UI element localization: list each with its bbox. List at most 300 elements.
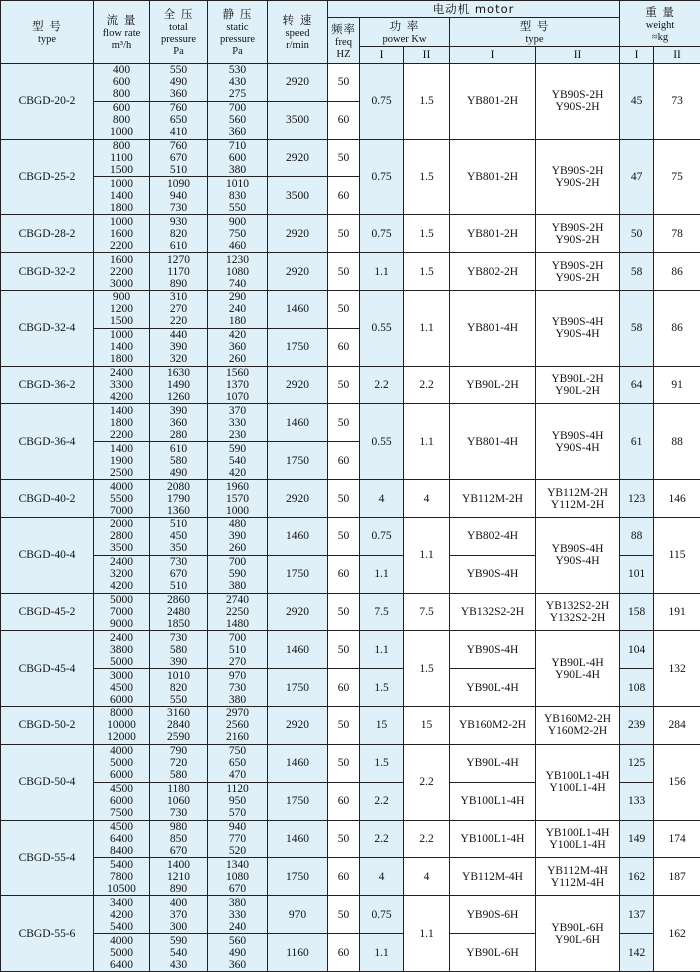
type-ii-value: YB90S-2H	[551, 89, 604, 102]
total-pressure-value: 980	[169, 820, 188, 833]
static-pressure-value: 380	[228, 580, 247, 593]
static-pressure-value: 360	[228, 341, 247, 354]
static-pressure-cell	[208, 290, 268, 328]
flow-value: 6000	[110, 795, 133, 808]
total-pressure-cell	[150, 101, 208, 139]
static-pressure-value: 700	[228, 556, 247, 569]
static-pressure-value: 330	[228, 908, 247, 921]
freq-value: 50	[337, 908, 350, 921]
power-i-cell	[360, 669, 404, 707]
weight-ii-value: 86	[671, 322, 683, 335]
weight-i-cell	[620, 593, 654, 631]
flow-value: 1400	[110, 341, 133, 354]
type-i-cell	[450, 669, 536, 707]
static-pressure-value: 540	[228, 454, 247, 467]
total-pressure-value: 440	[169, 329, 188, 342]
weight-ii-cell	[654, 517, 700, 593]
static-pressure-value: 1370	[226, 379, 249, 392]
static-pressure-value: 1120	[226, 783, 249, 796]
flow-value: 1400	[110, 442, 133, 455]
total-pressure-value: 3160	[167, 707, 190, 720]
type-i-cell	[450, 782, 536, 820]
total-pressure-value: 670	[169, 568, 188, 581]
flow-value: 5000	[110, 594, 133, 606]
type-i-value: YB90L-4H	[466, 757, 519, 770]
header-type-i: I	[450, 47, 536, 64]
static-pressure-value: 1340	[226, 858, 249, 871]
flow-value: 3400	[110, 896, 133, 909]
total-pressure-value: 390	[169, 341, 188, 354]
weight-i-cell	[620, 782, 654, 820]
power-i-cell	[360, 631, 404, 669]
weight-ii-value: 162	[668, 927, 686, 940]
speed-cell	[268, 669, 328, 707]
flow-value: 3200	[110, 568, 133, 581]
type-ii-value: Y90S-2H	[555, 101, 600, 114]
static-pressure-cell	[208, 517, 268, 555]
power-i-cell	[360, 934, 404, 972]
weight-i-value: 158	[627, 606, 646, 618]
power-ii-value: 2.2	[419, 776, 434, 789]
total-pressure-cell	[150, 64, 208, 102]
power-ii-cell	[404, 253, 450, 291]
model-cell	[1, 517, 94, 593]
model-cell	[1, 404, 94, 480]
speed-value: 2920	[286, 606, 309, 618]
weight-ii-cell	[654, 858, 700, 896]
type-ii-value: YB90S-4H	[551, 429, 604, 442]
type-ii-value: Y90S-2H	[555, 233, 600, 246]
model-name: CBGD-40-4	[18, 549, 76, 562]
total-pressure-cell	[150, 480, 208, 518]
type-i-value: YB132S2-2H	[460, 606, 525, 618]
total-pressure-value: 2840	[167, 719, 190, 732]
weight-ii-cell	[654, 744, 700, 820]
weight-ii-cell	[654, 215, 700, 253]
speed-cell	[268, 555, 328, 593]
type-i-cell	[450, 253, 536, 291]
weight-i-cell	[620, 366, 654, 404]
type-i-value: YB160M2-2H	[458, 719, 527, 732]
freq-cell	[328, 593, 360, 631]
table-row	[1, 139, 700, 177]
total-pressure-value: 1490	[167, 379, 190, 392]
freq-value: 50	[337, 757, 350, 770]
flow-cell	[94, 139, 150, 177]
power-i-cell	[360, 707, 404, 745]
flow-cell	[94, 215, 150, 253]
flow-value: 400	[112, 64, 131, 77]
type-i-value: YB90S-6H	[466, 908, 519, 921]
freq-value: 50	[337, 416, 350, 429]
total-pressure-value: 2080	[167, 480, 190, 493]
weight-ii-cell	[654, 404, 700, 480]
static-pressure-cell	[208, 896, 268, 934]
power-i-cell	[360, 858, 404, 896]
flow-value: 1500	[110, 164, 133, 177]
freq-cell	[328, 215, 360, 253]
model-cell	[1, 707, 94, 745]
model-name: CBGD-32-4	[18, 322, 76, 335]
static-pressure-value: 360	[228, 126, 247, 139]
static-pressure-value: 260	[228, 353, 247, 366]
flow-cell	[94, 631, 150, 669]
flow-cell	[94, 177, 150, 215]
flow-value: 4000	[110, 745, 133, 758]
power-i-value: 15	[375, 719, 388, 732]
flow-value: 10000	[107, 719, 136, 732]
freq-value: 50	[337, 832, 350, 845]
speed-cell	[268, 480, 328, 518]
freq-value: 60	[337, 454, 350, 467]
flow-value: 2500	[110, 466, 133, 479]
weight-ii-cell	[654, 896, 700, 972]
weight-i-cell	[620, 744, 654, 782]
speed-cell	[268, 442, 328, 480]
flow-value: 2200	[110, 239, 133, 252]
type-i-cell	[450, 215, 536, 253]
weight-ii-value: 86	[671, 265, 683, 278]
weight-i-value: 162	[627, 870, 646, 883]
power-ii-value: 1.1	[419, 322, 434, 335]
type-i-cell	[450, 820, 536, 858]
type-ii-cell	[536, 64, 620, 140]
model-cell	[1, 593, 94, 631]
table-row	[1, 593, 700, 631]
type-ii-cell	[536, 404, 620, 480]
model-name: CBGD-40-2	[18, 492, 76, 505]
weight-i-cell	[620, 820, 654, 858]
header-power-i: I	[360, 47, 404, 64]
power-i-cell	[360, 782, 404, 820]
total-pressure-value: 510	[169, 580, 188, 593]
model-cell	[1, 215, 94, 253]
type-ii-value: Y100L1-4H	[549, 782, 606, 795]
flow-value: 1000	[110, 215, 133, 228]
power-ii-cell	[404, 290, 450, 366]
power-i-value: 0.55	[371, 435, 392, 448]
total-pressure-value: 890	[169, 277, 188, 290]
speed-cell	[268, 593, 328, 631]
static-pressure-value: 1480	[226, 618, 249, 630]
type-ii-value: Y132S2-2H	[549, 612, 606, 624]
weight-i-cell	[620, 480, 654, 518]
speed-cell	[268, 744, 328, 782]
static-pressure-value: 270	[228, 655, 247, 668]
table-row	[1, 631, 700, 669]
type-ii-value: Y90S-2H	[555, 176, 600, 189]
freq-value: 50	[337, 265, 350, 278]
weight-i-value: 108	[627, 681, 646, 694]
freq-cell	[328, 820, 360, 858]
speed-cell	[268, 328, 328, 366]
flow-value: 1000	[110, 177, 133, 190]
type-i-cell	[450, 139, 536, 215]
speed-value: 1750	[286, 870, 309, 883]
table-row	[1, 820, 700, 858]
power-ii-cell	[404, 631, 450, 707]
speed-cell	[268, 366, 328, 404]
type-i-value: YB801-2H	[466, 95, 519, 108]
speed-value: 1460	[286, 416, 309, 429]
total-pressure-value: 730	[169, 556, 188, 569]
total-pressure-value: 410	[169, 126, 188, 139]
flow-value: 1800	[110, 201, 133, 214]
freq-cell	[328, 669, 360, 707]
static-pressure-value: 2970	[226, 707, 249, 720]
weight-i-value: 64	[630, 379, 643, 392]
total-pressure-value: 820	[169, 227, 188, 240]
type-ii-value: YB90L-4H	[551, 656, 604, 669]
weight-ii-value: 78	[671, 227, 683, 240]
header-static-pressure: 静 压 static pressure Pa	[208, 1, 268, 64]
speed-value: 2920	[286, 76, 309, 89]
power-i-value: 1.1	[374, 265, 389, 278]
freq-value: 50	[337, 303, 350, 316]
type-ii-cell	[536, 480, 620, 518]
static-pressure-value: 650	[228, 757, 247, 770]
static-pressure-value: 700	[228, 102, 247, 115]
flow-value: 5000	[110, 757, 133, 770]
freq-value: 50	[337, 379, 350, 392]
speed-cell	[268, 177, 328, 215]
static-pressure-cell	[208, 442, 268, 480]
total-pressure-cell	[150, 442, 208, 480]
static-pressure-value: 2560	[226, 719, 249, 732]
static-pressure-value: 2160	[226, 731, 249, 744]
flow-value: 4200	[110, 580, 133, 593]
static-pressure-value: 970	[228, 669, 247, 682]
flow-cell	[94, 593, 150, 631]
type-i-value: YB801-2H	[466, 227, 519, 240]
total-pressure-value: 720	[169, 757, 188, 770]
speed-cell	[268, 820, 328, 858]
total-pressure-value: 1360	[167, 504, 190, 517]
table-row	[1, 366, 700, 404]
type-ii-value: YB90S-2H	[551, 259, 604, 272]
model-name: CBGD-45-4	[18, 662, 76, 675]
speed-value: 2920	[286, 719, 309, 732]
power-i-value: 1.1	[374, 568, 389, 581]
flow-cell	[94, 480, 150, 518]
freq-value: 50	[337, 530, 350, 543]
power-i-cell	[360, 896, 404, 934]
static-pressure-value: 380	[228, 164, 247, 177]
flow-value: 5000	[110, 655, 133, 668]
flow-value: 1000	[110, 126, 133, 139]
flow-cell	[94, 101, 150, 139]
power-ii-cell	[404, 139, 450, 215]
power-i-value: 4	[378, 492, 385, 505]
static-pressure-value: 590	[228, 568, 247, 581]
flow-value: 8000	[110, 707, 133, 720]
total-pressure-value: 890	[169, 882, 188, 895]
weight-i-value: 61	[630, 435, 643, 448]
total-pressure-value: 670	[169, 844, 188, 857]
weight-i-value: 125	[627, 757, 646, 770]
power-ii-value: 15	[420, 719, 433, 732]
type-i-cell	[450, 896, 536, 934]
flow-value: 800	[112, 88, 131, 101]
power-i-cell	[360, 64, 404, 140]
type-i-cell	[450, 858, 536, 896]
type-i-value: YB100L1-4H	[460, 832, 525, 845]
type-i-value: YB801-4H	[466, 435, 519, 448]
total-pressure-value: 2860	[167, 594, 190, 606]
flow-cell	[94, 707, 150, 745]
static-pressure-value: 770	[228, 832, 247, 845]
total-pressure-cell	[150, 328, 208, 366]
type-i-cell	[450, 707, 536, 745]
power-i-value: 2.2	[374, 379, 389, 392]
total-pressure-value: 270	[169, 303, 188, 316]
total-pressure-value: 510	[169, 164, 188, 177]
weight-ii-cell	[654, 139, 700, 215]
power-i-cell	[360, 480, 404, 518]
flow-cell	[94, 404, 150, 442]
header-motor: 电动机 motor	[328, 1, 620, 18]
speed-cell	[268, 215, 328, 253]
spec-body	[1, 64, 700, 972]
type-i-value: YB90L-2H	[466, 379, 519, 392]
total-pressure-value: 1790	[167, 492, 190, 505]
power-ii-cell	[404, 366, 450, 404]
static-pressure-value: 560	[228, 114, 247, 127]
weight-i-value: 45	[630, 95, 643, 108]
static-pressure-value: 2740	[226, 594, 249, 606]
static-pressure-value: 490	[228, 946, 247, 959]
model-cell	[1, 139, 94, 215]
flow-cell	[94, 858, 150, 896]
total-pressure-cell	[150, 782, 208, 820]
power-i-cell	[360, 593, 404, 631]
power-i-value: 0.55	[371, 322, 392, 335]
type-i-value: YB802-2H	[466, 265, 519, 278]
type-ii-value: YB112M-4H	[547, 864, 608, 877]
total-pressure-cell	[150, 707, 208, 745]
header-weight-i: I	[620, 47, 654, 64]
flow-value: 7800	[110, 870, 133, 883]
total-pressure-value: 360	[169, 416, 188, 429]
flow-value: 3300	[110, 379, 133, 392]
static-pressure-cell	[208, 782, 268, 820]
total-pressure-value: 610	[169, 442, 188, 455]
static-pressure-cell	[208, 480, 268, 518]
static-pressure-value: 710	[228, 140, 247, 153]
total-pressure-value: 280	[169, 428, 188, 441]
type-i-value: YB90L-4H	[466, 681, 519, 694]
total-pressure-value: 370	[169, 908, 188, 921]
type-ii-cell	[536, 366, 620, 404]
flow-cell	[94, 366, 150, 404]
type-ii-value: YB160M2-2H	[543, 713, 612, 726]
flow-value: 8400	[110, 844, 133, 857]
freq-value: 50	[337, 76, 350, 89]
flow-value: 2800	[110, 530, 133, 543]
total-pressure-value: 490	[169, 76, 188, 89]
model-cell	[1, 744, 94, 820]
power-i-cell	[360, 139, 404, 215]
static-pressure-value: 830	[228, 189, 247, 202]
power-i-value: 1.1	[374, 946, 389, 959]
flow-value: 3800	[110, 643, 133, 656]
flow-value: 1600	[110, 253, 133, 266]
freq-value: 60	[337, 681, 350, 694]
weight-ii-cell	[654, 820, 700, 858]
speed-cell	[268, 707, 328, 745]
static-pressure-value: 360	[228, 958, 247, 971]
type-ii-value: YB90S-4H	[551, 316, 604, 329]
total-pressure-cell	[150, 934, 208, 972]
static-pressure-value: 330	[228, 416, 247, 429]
total-pressure-cell	[150, 593, 208, 631]
flow-value: 1400	[110, 404, 133, 417]
table-row	[1, 517, 700, 555]
static-pressure-value: 470	[228, 769, 247, 782]
power-i-value: 0.75	[371, 530, 392, 543]
flow-cell	[94, 934, 150, 972]
power-ii-value: 1.1	[419, 549, 434, 562]
flow-value: 7000	[110, 504, 133, 517]
type-i-value: YB801-2H	[466, 170, 519, 183]
total-pressure-value: 550	[169, 64, 188, 77]
flow-value: 3000	[110, 669, 133, 682]
table-row	[1, 64, 700, 102]
flow-value: 2400	[110, 556, 133, 569]
power-ii-cell	[404, 480, 450, 518]
flow-value: 2200	[110, 428, 133, 441]
freq-value: 60	[337, 189, 350, 202]
power-i-cell	[360, 744, 404, 782]
model-name: CBGD-28-2	[18, 227, 76, 240]
type-ii-cell	[536, 215, 620, 253]
type-i-cell	[450, 517, 536, 555]
total-pressure-value: 1270	[167, 253, 190, 266]
type-ii-cell	[536, 290, 620, 366]
type-ii-cell	[536, 820, 620, 858]
weight-i-cell	[620, 253, 654, 291]
model-cell	[1, 253, 94, 291]
flow-value: 2400	[110, 367, 133, 380]
type-ii-value: Y112M-2H	[550, 498, 605, 511]
weight-i-value: 123	[627, 492, 646, 505]
flow-value: 1600	[110, 227, 133, 240]
total-pressure-value: 1170	[167, 265, 190, 278]
power-i-value: 1.5	[374, 681, 389, 694]
speed-cell	[268, 404, 328, 442]
total-pressure-value: 850	[169, 832, 188, 845]
static-pressure-value: 570	[228, 807, 247, 820]
total-pressure-value: 2590	[167, 731, 190, 744]
total-pressure-value: 390	[169, 404, 188, 417]
weight-i-value: 50	[630, 227, 643, 240]
weight-ii-value: 132	[668, 662, 686, 675]
speed-value: 1460	[286, 832, 309, 845]
static-pressure-value: 2250	[226, 606, 249, 618]
flow-value: 6400	[110, 832, 133, 845]
speed-cell	[268, 934, 328, 972]
freq-value: 50	[337, 152, 350, 165]
total-pressure-cell	[150, 858, 208, 896]
freq-value: 50	[337, 643, 350, 656]
header-motor-type: 型 号 type	[450, 18, 620, 47]
weight-i-value: 149	[627, 832, 646, 845]
speed-cell	[268, 517, 328, 555]
power-ii-cell	[404, 517, 450, 593]
power-i-value: 4	[378, 870, 385, 883]
weight-i-value: 239	[627, 719, 646, 732]
power-ii-cell	[404, 707, 450, 745]
